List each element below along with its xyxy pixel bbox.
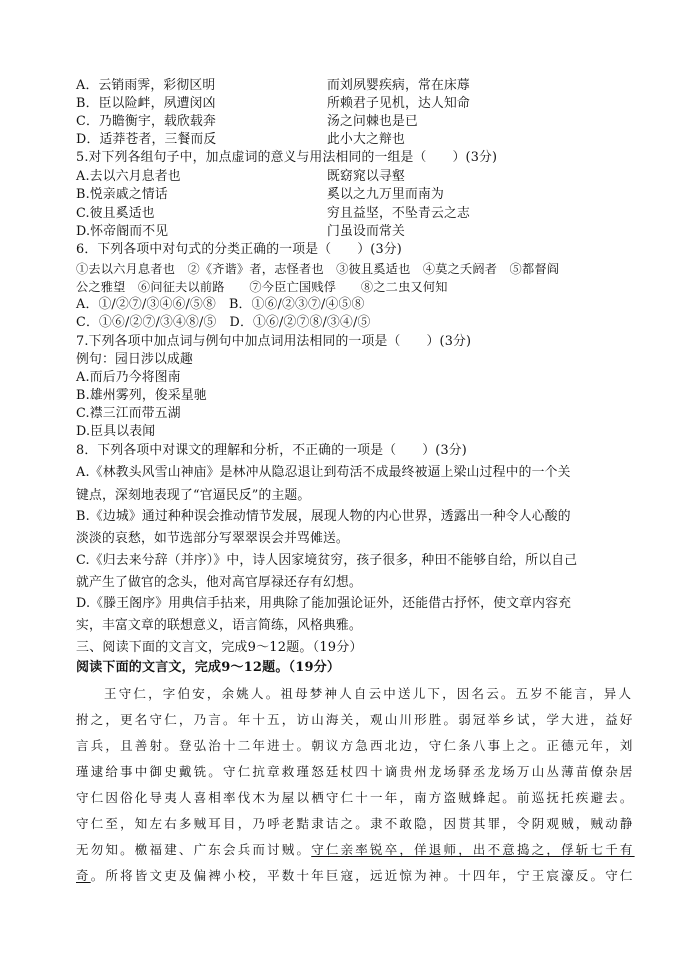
q5-option-a: A.去以六月息者也 既窈窕以寻壑 <box>76 169 405 184</box>
q8-stem: 8．下列各项中对课文的理解和分析，不正确的一项是（ ）(3分) <box>76 443 467 458</box>
q7-example: 例句：园日涉以成趣 <box>76 352 193 367</box>
q7-option-b: B.雄州雾列，俊采星驰 <box>76 388 207 403</box>
q5-option-b: B.悦亲戚之情话 奚以之九万里而南为 <box>76 187 444 202</box>
q8-option-c-line2: 就产生了做官的念头，他对高官厚禄还存有幻想。 <box>76 575 362 590</box>
q8-option-d-line2: 实，丰富文章的联想意义，语言简练，风格典雅。 <box>76 618 362 633</box>
passage-line-7 <box>76 842 635 858</box>
q8-option-c-line1: C.《归去来兮辞（并序）》中，诗人因家境贫穷，孩子很多，种田不能够自给，所以自己 <box>76 553 578 568</box>
q8-option-b-line2: 淡淡的哀愁，如节选部分写翠翠误会并骂傩送。 <box>76 531 349 546</box>
passage-line-7-underlined: 守仁亲率锐卒，佯退师，出不意捣之，俘斩七千有 <box>311 842 635 857</box>
q5-stem: 5.对下列各组句子中，加点虚词的意义与用法相同的一组是（ ）(3分) <box>76 150 498 165</box>
passage-line-7-plain: 无勿知。檄福建、广东会兵而讨贼。 <box>76 842 312 857</box>
q8-option-b-line1: B.《边城》通过种种误会推动情节发展，展现人物的内心世界，透露出一种令人心酸的 <box>76 509 571 524</box>
passage-line-5: 守仁因俗化导夷人喜相率伐木为屋以栖守仁十一年，南方盗贼蜂起。前巡抚托疾避去。 <box>76 790 635 805</box>
q6-options-line2: C．①⑥/②⑦/③④⑧/⑤ D．①⑥/②⑦⑧/③④/⑤ <box>76 315 371 330</box>
q7-option-a: A.而后乃今将图南 <box>76 370 181 385</box>
q8-option-d-line1: D.《滕王阁序》用典信手拈来，用典除了能加强论证外，还能借古抒怀，使文章内容充 <box>76 596 572 611</box>
passage-line-6: 守仁至，知左右多贼耳目，乃呼老黠隶诘之。隶不敢隐，因贳其罪，令阴观贼，贼动静 <box>76 816 635 831</box>
q6-options-line1: A．①/②⑦/③④⑥/⑤⑧ B．①⑥/②③⑦/④⑤⑧ <box>76 297 365 312</box>
passage-line-1: 王守仁，字伯安，余姚人。祖母梦神人自云中送儿下，因名云。五岁不能言，异人 <box>104 686 634 701</box>
q4-option-c: C．乃瞻衡宇，载欣载奔 汤之问棘也是已 <box>76 114 418 129</box>
q6-stem: 6．下列各项中对句式的分类正确的一项是（ ）(3分) <box>76 242 402 257</box>
q4-option-a: A．云销雨霁，彩彻区明 而刘夙婴疾病，常在床蓐 <box>76 78 470 93</box>
q5-option-c: C.彼且奚适也 穷且益坚，不坠青云之志 <box>76 206 470 221</box>
passage-line-8 <box>76 868 635 884</box>
passage-line-2: 拊之，更名守仁，乃言。年十五，访山海关，观山川形胜。弱冠举乡试，学大进，益好 <box>76 712 635 727</box>
q4-option-d: D．适莽苍者，三餐而反 此小大之辩也 <box>76 132 405 147</box>
q4-option-b: B．臣以险衅，夙遭闵凶 所赖君子见机，达人知命 <box>76 96 470 111</box>
passage-line-3: 言兵，且善射。登弘治十二年进士。朝议方急西北边，守仁条八事上之。正德元年，刘 <box>76 738 635 753</box>
section-3-subtitle: 阅读下面的文言文，完成9～12题。（19分） <box>76 660 341 675</box>
section-3-title: 三、阅读下面的文言文，完成9～12题。（19分） <box>76 640 363 655</box>
q6-items-line2: 公之雅望 ⑥问征夫以前路 ⑦今臣亡国贱俘 ⑧之二虫又何知 <box>76 280 448 294</box>
q5-option-d: D.怀帝阍而不见 门虽设而常关 <box>76 224 405 239</box>
passage-line-4: 瑾逮给事中御史戴铣。守仁抗章救瑾怒廷杖四十谪贵州龙场驿丞龙场万山丛薄苗僚杂居 <box>76 764 635 779</box>
passage-line-8-plain: 。所将皆文吏及偏裨小校，平数十年巨寇，远近惊为神。十四年，宁王宸濠反。守仁 <box>90 868 635 883</box>
q7-option-d: D.臣具以表闻 <box>76 424 156 439</box>
q7-option-c: C.襟三江而带五湖 <box>76 406 181 421</box>
q7-stem: 7.下列各项中加点词与例句中加点词用法相同的一项是（ ）(3分) <box>76 334 472 349</box>
q8-option-a-line2: 键点，深刻地表现了“官逼民反”的主题。 <box>76 488 311 503</box>
passage-line-8-underlined: 奇 <box>76 868 91 883</box>
q6-items-line1: ①去以六月息者也 ②《齐谐》者，志怪者也 ③彼且奚适也 ④莫之夭阏者 ⑤都督阎 <box>76 262 560 276</box>
q8-option-a-line1: A.《林教头风雪山神庙》是林冲从隐忍退让到苟活不成最终被逼上梁山过程中的一个关 <box>76 465 571 480</box>
